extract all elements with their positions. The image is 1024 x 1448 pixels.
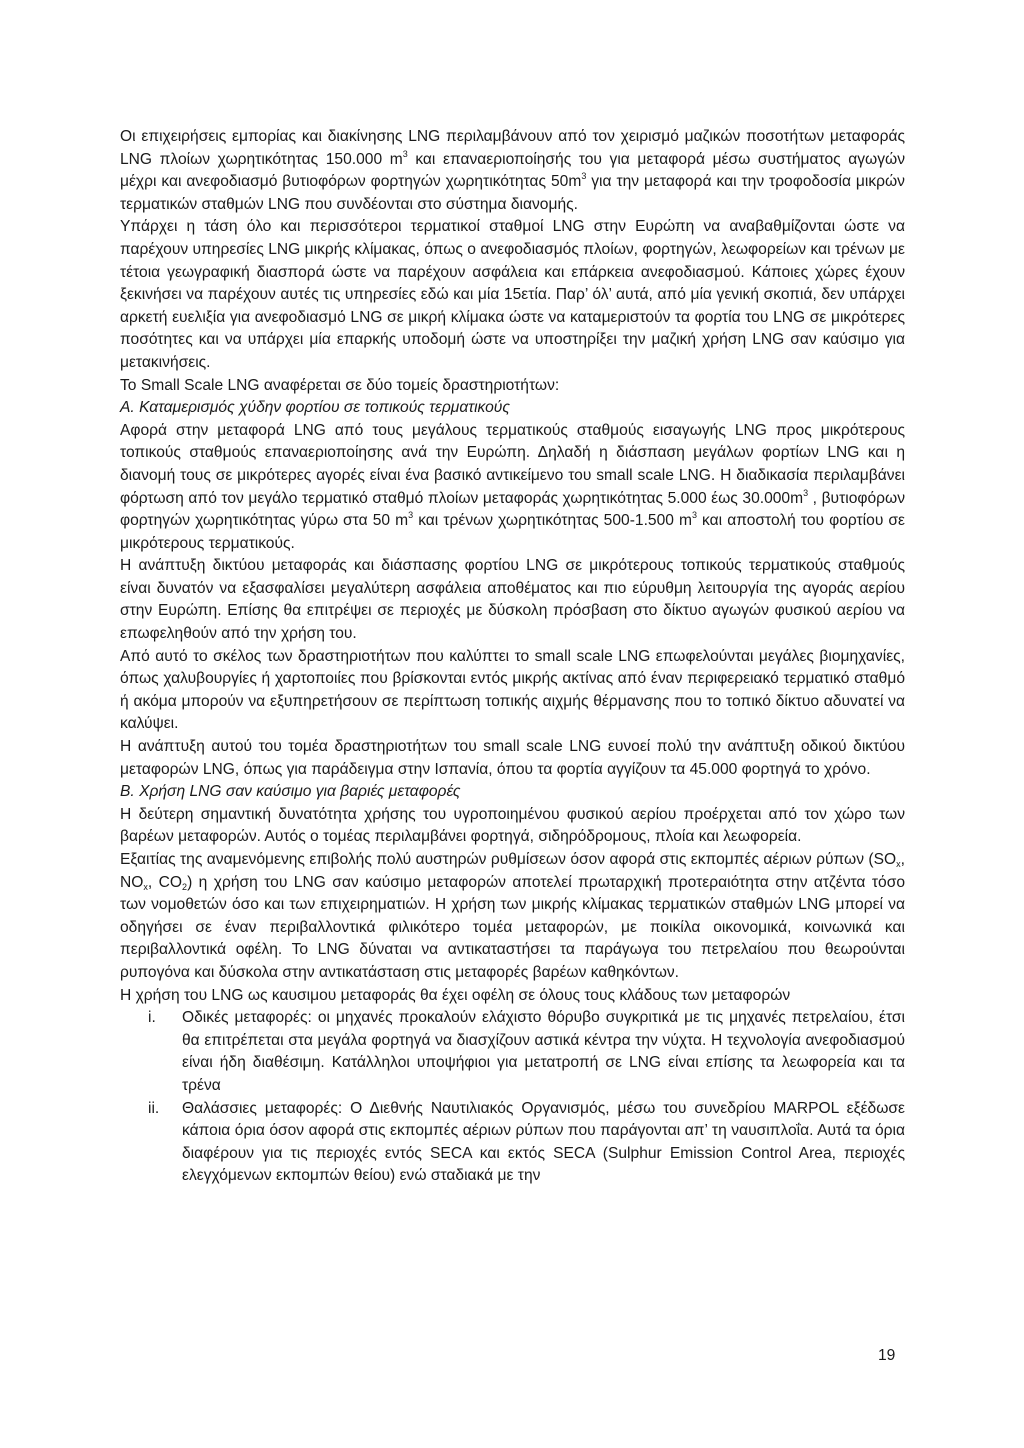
paragraph-industry-benefits: Από αυτό το σκέλος των δραστηριοτήτων που καλύπτει το small scale LNG επωφελούνται μεγάλες βιομηχανίες, όπως χαλυβουργίες ή χαρτοποιίες που βρίσκονται εντός μικρής ακτίνας από έναν περιφερειακό τερματικό σταθμό ή ακόμα μπορούν να εξυπηρετήσουν σε περίπτωση τοπικής αιχμής θέρμανσης που το τοπικό δίκτυο αδυνατεί να καλύψει. <box>120 647 905 733</box>
page-number: 19 <box>878 1347 896 1364</box>
paragraph-lng-operations: Οι επιχειρήσεις εμπορίας και διακίνησης LNG περιλαμβάνουν από τον χειρισμό μαζικών ποσοτήτων μεταφοράς LNG πλοίων χωρητικότητας 150.000 $m^3$ και επαναεριοποίησής του για μεταφορά μέσω συστήματος αγωγών μέχρι και ανεφοδιασμό βυτιοφόρων φορτηγών χωρητικότητας $50m^3$ για την μεταφορά και την τροφοδοσία μικρών τερματικών σταθμών LNG που συνδέονται στο σύστημα διανομής. <box>120 128 905 213</box>
heading-section-b: Β. Χρήση LNG σαν καύσιμο για βαριές μεταφορές <box>120 783 461 801</box>
paragraph-transport-benefits: Η χρήση του LNG ως καυσιμου μεταφοράς θα έχει οφέλη σε όλους τους κλάδους των μεταφορών <box>120 986 791 1004</box>
heading-section-a: Α. Καταμερισμός χύδην φορτίου σε τοπικούς τερματικούς <box>120 399 510 417</box>
paragraph-heavy-transport: Η δεύτερη σημαντική δυνατότητα χρήσης του υγροποιημένου φυσικού αερίου προέρχεται από τον χώρο των βαρέων μεταφορών. Αυτός ο τομέας περιλαμβάνει φορτηγά, σιδηρόδρομους, πλοία και λεωφορεία. <box>120 805 905 846</box>
list-item-number: ii. <box>148 1099 160 1117</box>
paragraph-emissions: Εξαιτίας της αναμενόμενης επιβολής πολύ αυστηρών ρυθμίσεων όσον αφορά στις εκπομπές αέριων ρύπων ($SO_x$, $NO_x$, $CO_2$) η χρήση του LNG σαν καύσιμο μεταφορών αποτελεί πρωταρχική προτεραιότητα στην ατζέντα τόσο των νομοθετών όσο και των επιχειρηματιών. Η χρήση των μικρής κλίμακας τερματικών σταθμών LNG μπορεί να οδηγήσει σε έναν περιβαλλοντικά φιλικότερο τομέα μεταφορών, με ποικίλα οικονομικά, κοινωνικά και περιβαλλοντικά οφέλη. Το LNG δύναται να αντικαταστήσει τα παράγωγα του πετρελαίου που θεωρούνται ρυπογόνα και δύσκολα στην αντικατάσταση στις μεταφορές βαρέων καθηκόντων. <box>120 851 905 981</box>
list-item <box>120 1007 905 1097</box>
list-item-text: Οδικές μεταφορές: οι μηχανές προκαλούν ελάχιστο θόρυβο συγκριτικά με τις μηχανές πετρελαίου, έτσι θα επιτρέπεται στα μεγάλα φορτηγά να διασχίζουν αστικά κέντρα την νύχτα. Η τεχνολογία ανεφοδιασμού είναι ήδη διαθέσιμη. Κατάλληλοι υποψήφιοι για μετατροπή σε LNG είναι επίσης τα λεωφορεία και τα τρένα <box>182 1009 905 1094</box>
paragraph-network-development: Η ανάπτυξη δικτύου μεταφοράς και διάσπασης φορτίου LNG σε μικρότερους τοπικούς τερματικούς σταθμούς είναι δυνατόν να εξασφαλίσει μεγαλύτερη ασφάλεια αποθέματος και πιο εύρυθμη λειτουργία της αγοράς αερίου στην Ευρώπη. Επίσης θα επιτρέψει σε περιοχές με δύσκολη πρόσβαση στο δίκτυο αγωγών φυσικού αερίου να επωφεληθούν από την χρήση του. <box>120 557 905 643</box>
list-item-number: i. <box>148 1009 156 1027</box>
document-body <box>120 126 905 1188</box>
paragraph-terminal-upgrade: Υπάρχει η τάση όλο και περισσότεροι τερματικοί σταθμοί LNG στην Ευρώπη να αναβαθμίζονται ώστε να παρέχουν υπηρεσίες LNG μικρής κλίμακας, όπως ο ανεφοδιασμός πλοίων, φορτηγών, λεωφορείων και τρένων με τέτοια γεωγραφική διασπορά ώστε να παρέχουν ασφάλεια και επάρκεια ανεφοδιασμού. Κάποιες χώρες έχουν ξεκινήσει να παρέχουν αυτές τις υπηρεσίες εδώ και μία 15ετία. Παρ’ όλ’ αυτά, από μία γενική σκοπιά, δεν υπάρχει αρκετή ευελιξία για ανεφοδιασμό LNG σε μικρή κλίμακα ώστε να καταμεριστούν τα φορτία του LNG σε μικρότερες ποσότητες και να υπάρχει μία επαρκής υποδομή ώστε να υποστηρίξει την μαζική χρήση LNG σαν καύσιμο για μετακινήσεις. <box>120 218 905 371</box>
paragraph-small-scale-intro: Το Small Scale LNG αναφέρεται σε δύο τομείς δραστηριοτήτων: <box>120 376 560 394</box>
paragraph-road-network: Η ανάπτυξη αυτού του τομέα δραστηριοτήτων του small scale LNG ευνοεί πολύ την ανάπτυξη οδικού δικτύου μεταφορών LNG, όπως για παράδειγμα στην Ισπανία, όπου τα φορτία αγγίζουν τα 45.000 φορτηγά το χρόνο. <box>120 738 905 778</box>
list-item <box>120 1098 905 1188</box>
list-item-text: Θαλάσσιες μεταφορές: Ο Διεθνής Ναυτιλιακός Οργανισμός, μέσω του συνεδρίου MARPOL εξέδωσε κάποια όρια όσον αφορά στις εκπομπές αέριων ρύπων που παράγονται απ’ τη ναυσιπλοΐα. Αυτά τα όρια διαφέρουν για τις περιοχές εντός SECA και εκτός SECA (Sulphur Emission Control Area, περιοχές ελεγχόμενων εκπομπών θείου) ενώ σταδιακά με την <box>182 1099 905 1185</box>
paragraph-bulk-breaking: Αφορά στην μεταφορά LNG από τους μεγάλους τερματικούς σταθμούς εισαγωγής LNG προς μικρότερους τοπικούς σταθμούς επαναεριοποίησης ανά την Ευρώπη. Δηλαδή η διάσπαση μεγάλων φορτίων LNG και η διανομή τους σε μικρότερες αγορές είναι ένα βασικό αντικείμενο του small scale LNG. Η διαδικασία περιλαμβάνει φόρτωση από τον μεγάλο τερματικό σταθμό πλοίων μεταφοράς χωρητικότητας 5.000 έως $30.000m^3$ , βυτιοφόρων φορτηγών χωρητικότητας γύρω στα 50 $m^3$ και τρένων χωρητικότητας 500-1.500 $m^3$ και αποστολή του φορτίου σε μικρότερους τερματικούς. <box>120 421 906 552</box>
